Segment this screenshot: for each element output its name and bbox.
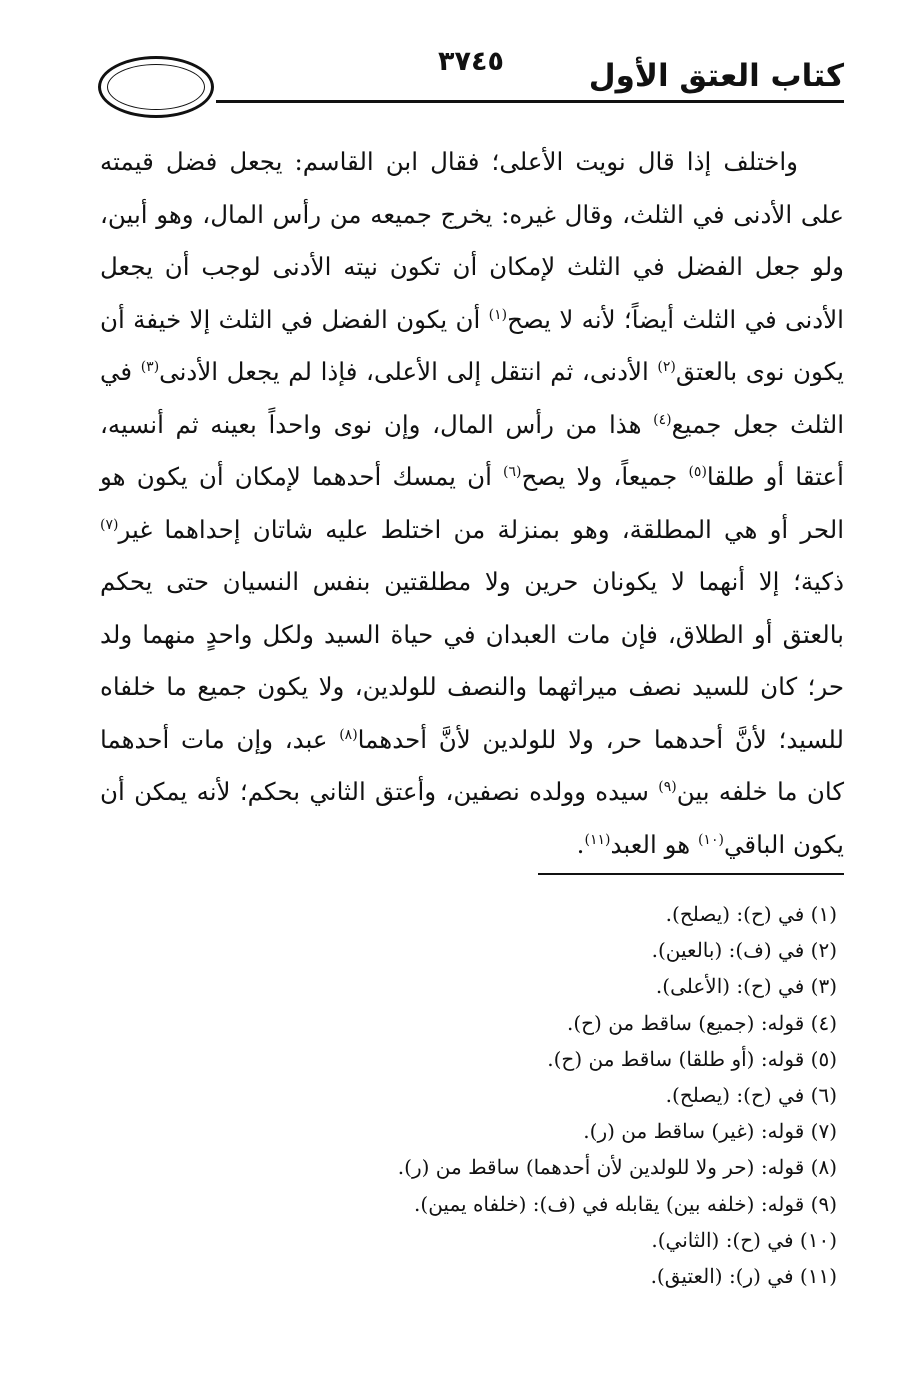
footnote: (٢) في (ف): (بالعين). — [651, 938, 837, 963]
text-segment: هذا من رأس المال، وإن نوى واحداً بعينه ثم أنسيه، أعتقا أو طلقا — [100, 409, 844, 491]
footnote-ref: (٤) — [653, 411, 672, 428]
footnote: (٦) في (ح): (يصلح). — [665, 1083, 837, 1108]
footnote: (٨) قوله: (حر ولا للولدين لأن أحدهما) ساقط من (ر). — [397, 1155, 837, 1180]
footnote: (١١) في (ر): (العتيق). — [650, 1264, 837, 1289]
text-segment: جميعاً، ولا يصح — [521, 462, 689, 491]
footnote: (٧) قوله: (غير) ساقط من (ر). — [583, 1119, 837, 1144]
footnote: (٣) في (ح): (الأعلى). — [655, 974, 837, 999]
header-rule — [216, 100, 844, 103]
footnote-ref: (٩) — [658, 778, 677, 795]
text-segment: واختلف إذا قال نويت الأعلى؛ فقال ابن القاسم: يجعل فضل قيمته على الأدنى في الثلث، وقال غيره: يخرج جميعه من رأس المال، وهو أبين، ولو جعل الفضل في الثلث لإمكان أن تكون نيته الأدنى لوجب أن يجعل الأدنى في الثلث أيضاً؛ لأنه لا يصح — [100, 147, 844, 334]
text-segment: في الثلث جعل جميع — [100, 357, 844, 439]
main-text — [100, 136, 844, 871]
footnote-ref: (٢) — [657, 358, 676, 375]
footnote: (١) في (ح): (يصلح). — [665, 902, 837, 926]
footnote-ref: (٣) — [140, 358, 160, 375]
footnote-ref: (٥) — [688, 463, 707, 480]
text-segment: ذكية؛ إلا أنهما لا يكونان حرين ولا مطلقتين بنفس النسيان حتى يحكم بالعتق أو الطلاق، فإن مات العبدان في حياة السيد ولكل واحدٍ منهما ولد حر؛ كان للسيد نصف ميراثهما والنصف للولدين، ولا يكون جميع ما خلفاه للسيد؛ لأنَّ أحدهما حر، ولا للولدين لأنَّ أحدهما — [100, 567, 845, 754]
paragraph — [100, 136, 844, 871]
page-header — [98, 34, 844, 114]
running-title: كتاب العتق الأول — [588, 58, 844, 94]
text-segment: عبد، وإن مات أحدهما كان ما خلفه بين — [100, 724, 844, 806]
footnote-separator — [538, 873, 844, 875]
page-number: ٣٧٤٥ — [438, 46, 504, 77]
footnotes — [300, 896, 837, 1294]
footnote: (٥) قوله: (أو طلقا) ساقط من (ح). — [547, 1046, 837, 1071]
footnote-ref: (٧) — [100, 516, 119, 533]
footnote-ref: (١) — [488, 306, 508, 323]
text-segment: أن يكون الفضل في الثلث إلا خيفة أن يكون نوى بالعتق — [100, 304, 844, 386]
text-segment: سيده وولده نصفين، وأعتق الثاني بحكم؛ لأنه يمكن أن يكون الباقي — [100, 777, 844, 859]
footnote-ref: (١١) — [584, 831, 611, 848]
footnote: (٤) قوله: (جميع) ساقط من (ح). — [566, 1010, 837, 1035]
text-segment: الأدنى، ثم انتقل إلى الأعلى، فإذا لم يجعل الأدنى — [159, 357, 658, 386]
footnote-ref: (١٠) — [697, 831, 724, 848]
footnote: (١٠) في (ح): (الثاني). — [651, 1227, 837, 1252]
footnote-ref: (٦) — [503, 463, 522, 480]
text-segment: أن يمسك أحدهما لإمكان أن يكون هو الحر أو هي المطلقة، وهو بمنزلة من اختلط عليه شاتان إحداهما غير — [100, 462, 844, 544]
footnote: (٩) قوله: (خلفه بين) يقابله في (ف): (خلفاه يمين). — [414, 1191, 837, 1216]
text-segment: . — [576, 829, 585, 859]
footnote-ref: (٨) — [339, 726, 358, 743]
text-segment: هو العبد — [610, 829, 698, 859]
